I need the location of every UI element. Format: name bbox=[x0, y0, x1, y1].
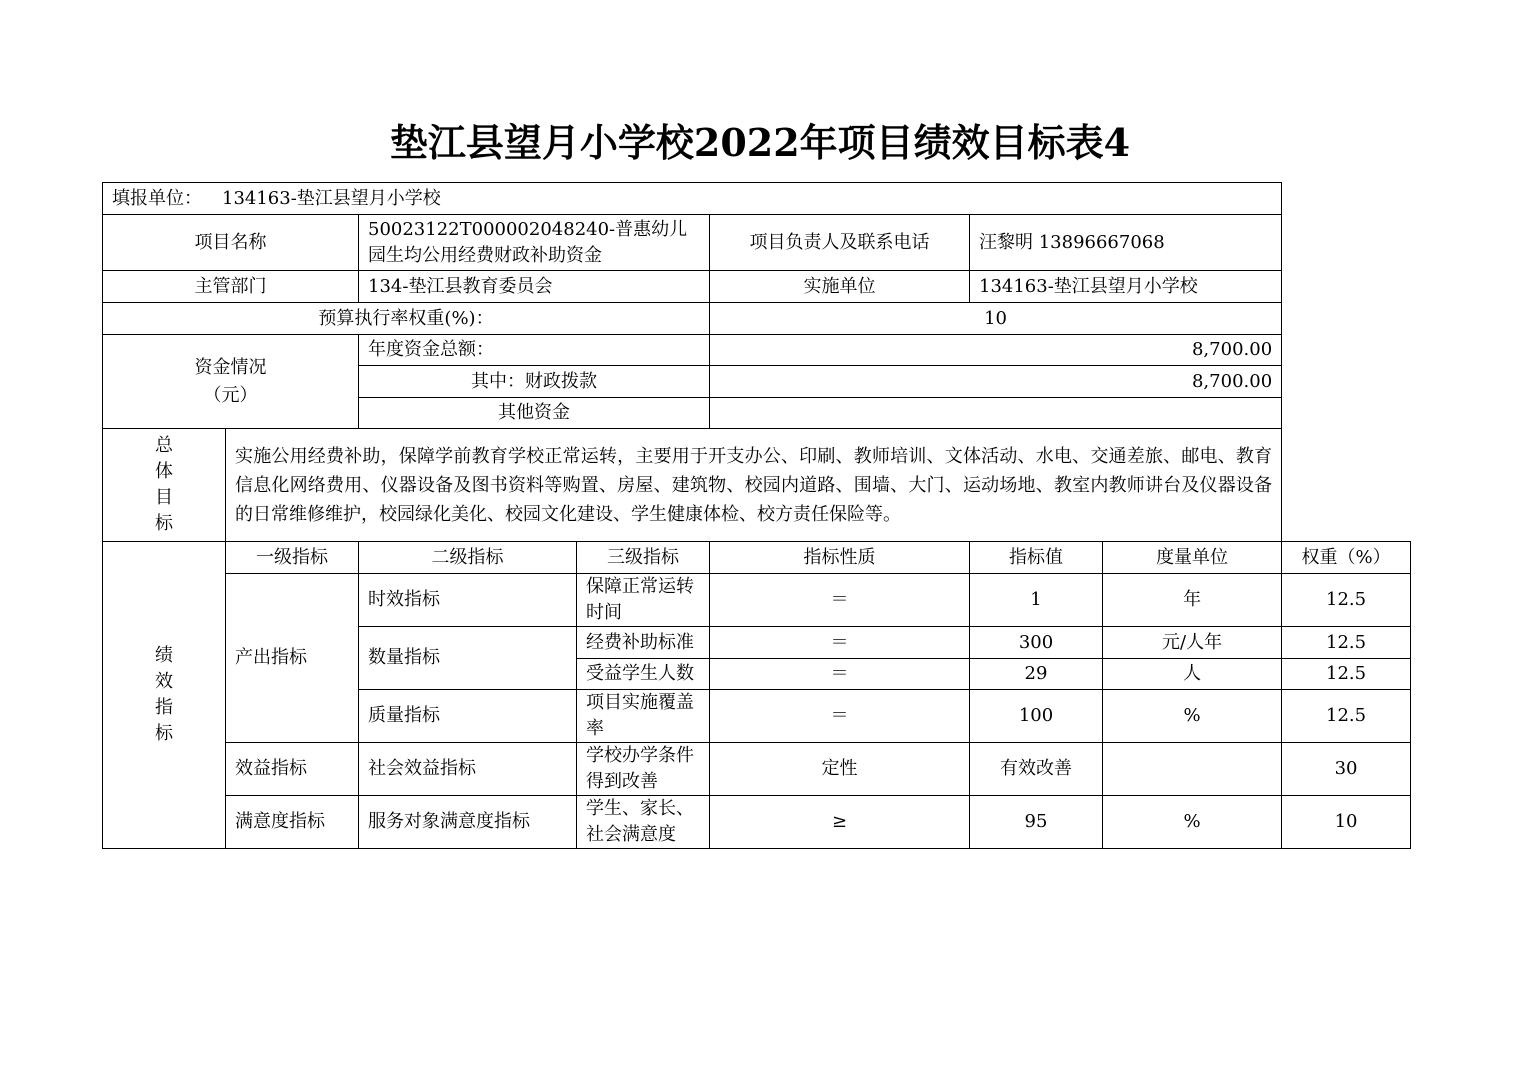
unit-cell: % bbox=[1103, 796, 1282, 849]
budget-weight-row bbox=[103, 303, 1411, 335]
unit-cell bbox=[1103, 743, 1282, 796]
goal-label-char: 总 bbox=[155, 435, 173, 456]
goal-label-char: 目 bbox=[155, 487, 173, 508]
funds-label-line2: （元） bbox=[203, 384, 258, 406]
value-cell: 95 bbox=[970, 796, 1103, 849]
level3-cell: 受益学生人数 bbox=[577, 659, 710, 690]
level2-cell: 服务对象满意度指标 bbox=[359, 796, 577, 849]
level2-cell: 社会效益指标 bbox=[359, 743, 577, 796]
col-header: 指标性质 bbox=[710, 542, 970, 574]
annual-total-label: 年度资金总额： bbox=[359, 335, 710, 366]
funds-label bbox=[103, 335, 359, 429]
table-row bbox=[103, 796, 1411, 849]
page-title: 垫江县望月小学校2022年项目绩效目标表4 bbox=[389, 120, 1131, 165]
nature-cell: ＝ bbox=[710, 659, 970, 690]
level2-cell: 时效指标 bbox=[359, 574, 577, 627]
annual-total-row bbox=[103, 335, 1411, 366]
col-header: 度量单位 bbox=[1103, 542, 1282, 574]
goal-label-char: 标 bbox=[155, 513, 173, 534]
other-funds-value bbox=[710, 398, 1282, 429]
value-cell: 1 bbox=[970, 574, 1103, 627]
department-label: 主管部门 bbox=[103, 271, 359, 303]
nature-cell: 定性 bbox=[710, 743, 970, 796]
perf-header-row bbox=[103, 542, 1411, 574]
unit-cell: 年 bbox=[1103, 574, 1282, 627]
col-header: 二级指标 bbox=[359, 542, 577, 574]
goal-label bbox=[103, 429, 226, 542]
weight-cell: 10 bbox=[1282, 796, 1411, 849]
filing-unit-label: 填报单位： bbox=[112, 187, 202, 209]
unit-cell: % bbox=[1103, 690, 1282, 743]
level3-cell: 保障正常运转时间 bbox=[577, 574, 710, 627]
department-value: 134-垫江县教育委员会 bbox=[359, 271, 710, 303]
budget-weight-label: 预算执行率权重(%)： bbox=[103, 303, 710, 335]
performance-target-table bbox=[102, 182, 1411, 849]
weight-cell: 12.5 bbox=[1282, 690, 1411, 743]
fiscal-label: 其中：财政拨款 bbox=[359, 366, 710, 398]
weight-cell: 30 bbox=[1282, 743, 1411, 796]
level1-cell: 满意度指标 bbox=[226, 796, 359, 849]
filing-unit-cell bbox=[103, 183, 1282, 215]
filing-unit-row bbox=[103, 183, 1411, 215]
nature-cell: ＝ bbox=[710, 627, 970, 659]
col-header: 权重（%） bbox=[1282, 542, 1411, 574]
annual-total-value: 8,700.00 bbox=[710, 335, 1282, 366]
perf-label bbox=[103, 542, 226, 849]
perf-label-char: 标 bbox=[155, 723, 173, 744]
implementer-label: 实施单位 bbox=[710, 271, 970, 303]
department-row bbox=[103, 271, 1411, 303]
value-cell: 100 bbox=[970, 690, 1103, 743]
funds-label-line1: 资金情况 bbox=[194, 356, 267, 378]
other-funds-label: 其他资金 bbox=[359, 398, 710, 429]
level3-cell: 项目实施覆盖率 bbox=[577, 690, 710, 743]
project-name-value: 50023122T000002048240-普惠幼儿园生均公用经费财政补助资金 bbox=[359, 215, 710, 271]
project-name-label: 项目名称 bbox=[103, 215, 359, 271]
level1-cell: 效益指标 bbox=[226, 743, 359, 796]
level2-cell: 数量指标 bbox=[359, 627, 577, 690]
fiscal-value: 8,700.00 bbox=[710, 366, 1282, 398]
goal-row bbox=[103, 429, 1411, 542]
weight-cell: 12.5 bbox=[1282, 659, 1411, 690]
weight-cell: 12.5 bbox=[1282, 574, 1411, 627]
value-cell: 29 bbox=[970, 659, 1103, 690]
level3-cell: 学校办学条件得到改善 bbox=[577, 743, 710, 796]
project-contact-value: 汪黎明 13896667068 bbox=[970, 215, 1282, 271]
unit-cell: 人 bbox=[1103, 659, 1282, 690]
level2-cell: 质量指标 bbox=[359, 690, 577, 743]
weight-cell: 12.5 bbox=[1282, 627, 1411, 659]
value-cell: 300 bbox=[970, 627, 1103, 659]
col-header: 一级指标 bbox=[226, 542, 359, 574]
goal-text: 实施公用经费补助，保障学前教育学校正常运转，主要用于开支办公、印刷、教师培训、文体活动、水电、交通差旅、邮电、教育信息化网络费用、仪器设备及图书资料等购置、房屋、建筑物、校园内道路、围墙、大门、运动场地、教室内教师讲台及仪器设备的日常维修维护，校园绿化美化、校园文化建设、学生健康体检、校方责任保险等。 bbox=[226, 429, 1282, 542]
budget-weight-value: 10 bbox=[710, 303, 1282, 335]
value-cell: 有效改善 bbox=[970, 743, 1103, 796]
col-header: 三级指标 bbox=[577, 542, 710, 574]
table-row bbox=[103, 574, 1411, 627]
project-name-row bbox=[103, 215, 1411, 271]
level1-cell: 产出指标 bbox=[226, 574, 359, 743]
level3-cell: 经费补助标准 bbox=[577, 627, 710, 659]
project-contact-label: 项目负责人及联系电话 bbox=[710, 215, 970, 271]
nature-cell: ＝ bbox=[710, 690, 970, 743]
perf-label-char: 效 bbox=[155, 671, 173, 692]
nature-cell: ＝ bbox=[710, 574, 970, 627]
table-row bbox=[103, 743, 1411, 796]
perf-label-char: 绩 bbox=[155, 645, 173, 666]
filing-unit-value: 134163-垫江县望月小学校 bbox=[222, 187, 441, 209]
level3-cell: 学生、家长、社会满意度 bbox=[577, 796, 710, 849]
implementer-value: 134163-垫江县望月小学校 bbox=[970, 271, 1282, 303]
nature-cell: ≥ bbox=[710, 796, 970, 849]
unit-cell: 元/人年 bbox=[1103, 627, 1282, 659]
perf-label-char: 指 bbox=[155, 697, 173, 718]
goal-label-char: 体 bbox=[155, 461, 173, 482]
col-header: 指标值 bbox=[970, 542, 1103, 574]
